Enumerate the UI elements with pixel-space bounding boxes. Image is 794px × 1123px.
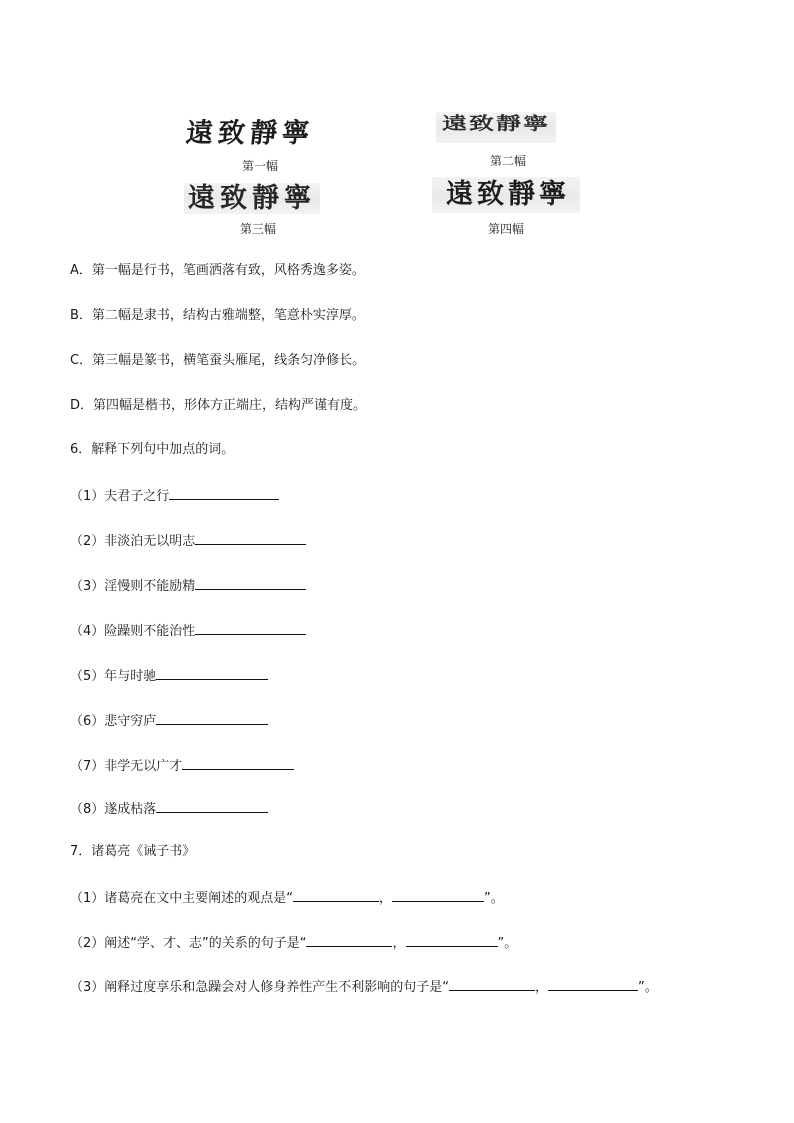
answer-blank[interactable]: [195, 620, 306, 635]
q6-item-8-text: （8）遂成枯落: [70, 802, 157, 817]
q7-item-1: [70, 887, 504, 908]
calligraphy-image-3: 遠致靜寧: [188, 183, 316, 214]
closing-quote: ”。: [638, 980, 658, 995]
calligraphy-sample-2: [436, 112, 556, 168]
q6-item-5-text: （5）年与时驰: [70, 669, 157, 684]
q7-item-3-text: （3）阐释过度享乐和急躁会对人修身养性产生不利影响的句子是“: [70, 980, 450, 995]
comma: ，: [535, 980, 549, 995]
calligraphy-caption-1: 第一幅: [242, 159, 279, 173]
q7-item-2-text: （2）阐述“学、才、志”的关系的句子是“: [70, 936, 307, 951]
answer-blank[interactable]: [156, 798, 268, 813]
q7-item-3: [70, 976, 658, 997]
calligraphy-image-4: 遠致靜寧: [446, 179, 570, 210]
calligraphy-caption-2: 第二幅: [490, 154, 527, 168]
answer-blank[interactable]: [306, 932, 392, 947]
answer-blank[interactable]: [195, 575, 306, 590]
answer-blank[interactable]: [156, 710, 268, 725]
q6-item-3-text: （3）淫慢则不能励精: [70, 579, 196, 594]
option-a: A．第一幅是行书，笔画洒落有致，风格秀逸多姿。: [70, 263, 365, 278]
calligraphy-image-1: 遠致靜寧: [184, 118, 316, 149]
closing-quote: ”。: [497, 936, 518, 951]
question-6-title: 6．解释下列句中加点的词。: [70, 442, 235, 457]
answer-blank[interactable]: [293, 887, 379, 902]
q6-item-2: [70, 530, 306, 551]
option-d: D．第四幅是楷书，形体方正端庄，结构严谨有度。: [70, 398, 367, 413]
answer-blank[interactable]: [548, 976, 638, 991]
calligraphy-caption-4: 第四幅: [488, 222, 525, 236]
q6-item-8: [70, 798, 268, 819]
q6-item-6-text: （6）悲守穷庐: [70, 714, 157, 729]
option-b: B．第二幅是隶书，结构古雅端整，笔意朴实淳厚。: [70, 308, 365, 323]
q6-item-4: [70, 620, 306, 641]
q6-item-7-text: （7）非学无以广才: [70, 759, 183, 774]
comma: ，: [379, 891, 393, 906]
q6-item-3: [70, 575, 306, 596]
question-7-title: 7．诸葛亮《诫子书》: [70, 844, 196, 859]
q6-item-5: [70, 665, 268, 686]
answer-blank[interactable]: [406, 932, 498, 947]
comma: ，: [392, 936, 406, 951]
q6-item-1: [70, 485, 279, 506]
answer-blank[interactable]: [195, 530, 306, 545]
answer-blank[interactable]: [156, 665, 268, 680]
q7-item-2: [70, 932, 517, 953]
q6-item-2-text: （2）非淡泊无以明志: [70, 534, 196, 549]
answer-blank[interactable]: [169, 485, 279, 500]
q7-item-1-text: （1）诸葛亮在文中主要阐述的观点是“: [70, 891, 294, 906]
calligraphy-caption-3: 第三幅: [240, 222, 277, 236]
calligraphy-sample-4: [432, 177, 580, 236]
q6-item-7: [70, 755, 294, 776]
calligraphy-sample-3: [184, 183, 320, 236]
calligraphy-sample-1: [184, 118, 316, 173]
closing-quote: ”。: [484, 891, 504, 906]
answer-blank[interactable]: [392, 887, 484, 902]
option-c: C．第三幅是篆书，横笔蚕头雁尾，线条匀净修长。: [70, 353, 366, 368]
q6-item-1-text: （1）夫君子之行: [70, 489, 170, 504]
q6-item-6: [70, 710, 268, 731]
answer-blank[interactable]: [182, 755, 294, 770]
calligraphy-image-2: 遠致靜寧: [442, 113, 551, 134]
q6-item-4-text: （4）险躁则不能治性: [70, 624, 196, 639]
answer-blank[interactable]: [449, 976, 535, 991]
